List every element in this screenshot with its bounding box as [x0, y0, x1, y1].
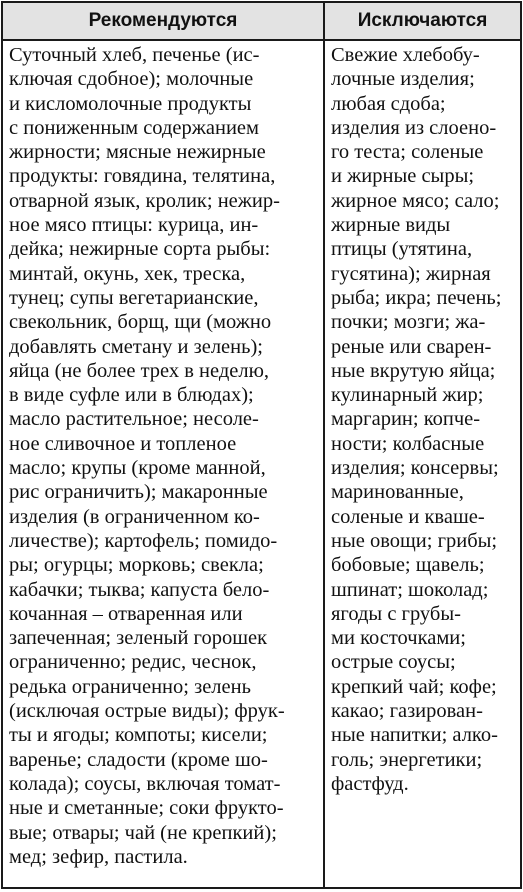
text-line: свекольник, борщ, щи (можно [9, 311, 272, 334]
text-line: личестве); картофель; помидо- [9, 529, 278, 552]
text-line: рис ограничить); макаронные [9, 481, 268, 504]
text-line: почки; мозги; жа- [331, 311, 486, 334]
header-row [2, 2, 521, 40]
text-line: ные и сметанные; соки фрукто- [9, 797, 284, 820]
text-line: фастфуд. [331, 772, 409, 795]
text-line: редька ограниченно; зелень [9, 675, 251, 698]
text-line: запеченная; зеленый горошек [9, 627, 268, 650]
text-line: и кисломолочные продукты [9, 92, 252, 115]
text-line: ягоды с грубы- [331, 602, 461, 625]
text-line: маринованные, [331, 481, 464, 504]
text-line: мед; зефир, пастила. [9, 845, 188, 868]
text-line: ное мясо птицы: курица, ин- [9, 214, 259, 237]
text-line: гусятина); жирная [331, 262, 491, 285]
text-line: ми косточками; [331, 627, 466, 650]
text-line: изделия; консервы; [331, 457, 499, 480]
header-excluded: Исключаются [324, 2, 521, 40]
text-line: ные овощи; грибы; [331, 529, 498, 552]
text-line: острые соусы; [331, 651, 456, 674]
text-line: (исключая острые виды); фрук- [9, 700, 285, 723]
text-line: ограниченно; редис, чеснок, [9, 651, 257, 674]
text-line: изделия (в ограниченном ко- [9, 505, 260, 528]
text-line: ные вкрутую яйца; [331, 359, 496, 382]
text-line: какао; газирован- [331, 700, 483, 723]
text-line: тунец; супы вегетарианские, [9, 286, 259, 309]
excluded-cell [324, 40, 521, 888]
text-line: кулинарный жир; [331, 384, 484, 407]
text-line: маргарин; копче- [331, 408, 481, 431]
text-line: жирности; мясные нежирные [9, 141, 266, 164]
text-line: рыба; икра; печень; [331, 286, 502, 309]
text-line: масло; крупы (кроме манной, [9, 457, 266, 480]
text-line: ключая сдобное); молочные [9, 68, 254, 91]
text-line: ные напитки; алко- [331, 724, 498, 747]
text-line: вые; отвары; чай (не крепкий); [9, 821, 277, 844]
text-line: ное сливочное и топленое [9, 432, 237, 455]
text-line: дейка; нежирные сорта рыбы: [9, 238, 271, 261]
text-line: минтай, окунь, хек, треска, [9, 262, 246, 285]
text-line: Суточный хлеб, печенье (ис- [9, 44, 260, 66]
text-line: продукты: говядина, телятина, [9, 165, 276, 188]
text-line: и жирные сыры; [331, 165, 475, 188]
text-line: изделия из слоено- [331, 116, 497, 139]
text-line: жирное мясо; сало; [331, 189, 500, 212]
content-row [2, 40, 521, 888]
text-line: кабачки; тыква; капуста бело- [9, 578, 270, 601]
header-recommended: Рекомендуются [2, 2, 324, 40]
text-line: бобовые; щавель; [331, 554, 485, 577]
text-line: в виде суфле или в блюдах); [9, 384, 254, 407]
text-line: Свежие хлебобу- [331, 44, 480, 66]
diet-table [1, 1, 522, 889]
text-line: кочанная – отваренная или [9, 602, 243, 625]
text-line: масло растительное; несоле- [9, 408, 259, 431]
text-line: отварной язык, кролик; нежир- [9, 189, 280, 212]
text-line: с пониженным содержанием [9, 116, 260, 139]
text-line: жирные виды [331, 214, 451, 237]
text-line: ты и ягоды; компоты; кисели; [9, 724, 268, 747]
text-line: шпинат; шоколад; [331, 578, 489, 601]
text-line: ности; колбасные [331, 432, 485, 455]
text-line: реные или сварен- [331, 335, 492, 358]
text-line: соленые и кваше- [331, 505, 485, 528]
text-line: добавлять сметану и зелень); [9, 335, 263, 358]
text-line: лочные изделия; [331, 68, 475, 91]
recommended-cell [2, 40, 324, 888]
text-line: крепкий чай; кофе; [331, 675, 497, 698]
text-line: ры; огурцы; морковь; свекла; [9, 554, 264, 577]
text-line: голь; энергетики; [331, 748, 483, 771]
text-line: го теста; соленые [331, 141, 484, 164]
text-line: птицы (утятина, [331, 238, 473, 261]
text-line: колада); соусы, включая томат- [9, 772, 281, 795]
text-line: любая сдоба; [331, 92, 446, 115]
text-line: варенье; сладости (кроме шо- [9, 748, 268, 771]
text-line: яйца (не более трех в неделю, [9, 359, 270, 382]
